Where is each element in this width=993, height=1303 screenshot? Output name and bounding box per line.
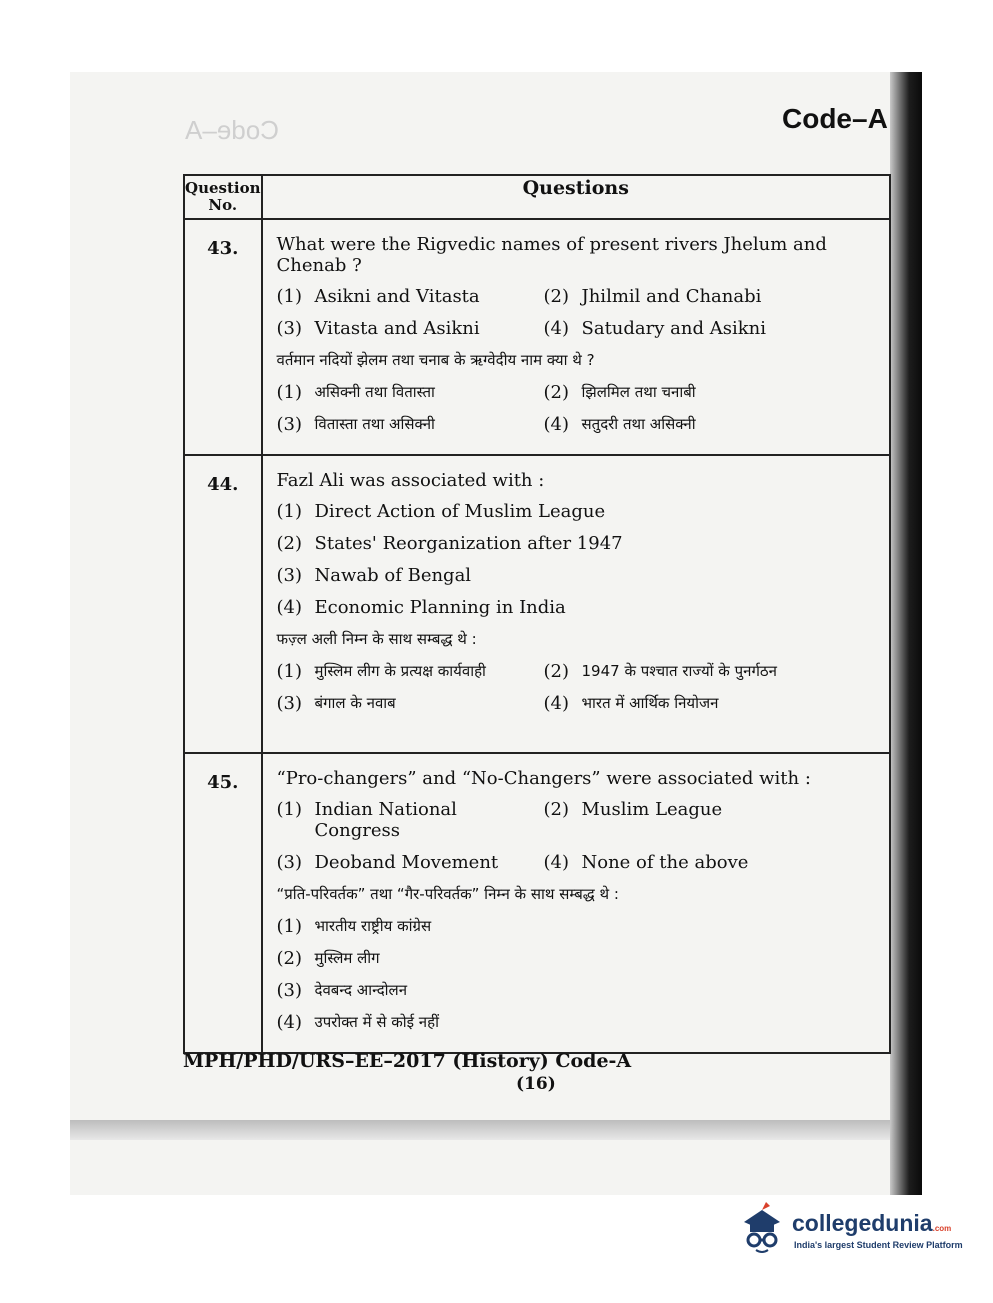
- option-1-hindi: (1) मुस्लिम लीग के प्रत्यक्ष कार्यवाही: [276, 661, 486, 682]
- question-text: What were the Rigvedic names of present rivers Jhelum and Chenab ?: [276, 234, 827, 276]
- question-text-hindi: “प्रति-परिवर्तक” तथा “गैर-परिवर्तक” निम्न के साथ सम्बद्ध थे :: [276, 885, 619, 903]
- option-2-hindi: (2) झिलमिल तथा चनाबी: [543, 382, 696, 403]
- option-2-hindi: (2) मुस्लिम लीग: [276, 948, 380, 969]
- option-4-hindi: (4) उपरोक्त में से कोई नहीं: [276, 1012, 439, 1033]
- option-3-hindi: (3) बंगाल के नवाब: [276, 693, 396, 714]
- option-1-hindi: (1) असिक्नी तथा वितास्ता: [276, 382, 435, 403]
- question-row: [184, 753, 890, 1053]
- question-number: 44.: [184, 455, 262, 753]
- page-number: (16): [516, 1074, 556, 1094]
- option-4: (4) Satudary and Asikni: [543, 318, 766, 339]
- question-text: “Pro-changers” and “No-Changers” were associated with :: [276, 768, 811, 789]
- option-4: (4) None of the above: [543, 852, 749, 873]
- question-row: [184, 219, 890, 455]
- question-number: 43.: [184, 219, 262, 455]
- question-text-hindi: फज़्ल अली निम्न के साथ सम्बद्ध थे :: [276, 630, 477, 648]
- logo-tagline: India's largest Student Review Platform: [794, 1240, 963, 1250]
- option-3-hindi: (3) वितास्ता तथा असिक्नी: [276, 414, 435, 435]
- option-1: (1) Asikni and Vitasta: [276, 286, 480, 307]
- column-header-questions: Questions: [262, 175, 891, 219]
- option-4-hindi: (4) भारत में आर्थिक नियोजन: [543, 693, 719, 714]
- question-body: [262, 753, 891, 1053]
- student-mascot-icon: [736, 1200, 788, 1256]
- option-1-hindi: (1) भारतीय राष्ट्रीय कांग्रेस: [276, 916, 432, 937]
- column-header-question-no: Question No.: [184, 175, 262, 219]
- logo-wordmark: collegedunia.com: [792, 1210, 952, 1236]
- question-body: [262, 455, 891, 753]
- option-3: (3) Vitasta and Asikni: [276, 318, 480, 339]
- option-4-hindi: (4) सतुदरी तथा असिक्नी: [543, 414, 696, 435]
- option-1: (1) Direct Action of Muslim League: [276, 501, 606, 522]
- option-2: (2) Jhilmil and Chanabi: [543, 286, 762, 307]
- question-text: Fazl Ali was associated with :: [276, 470, 545, 491]
- question-number: 45.: [184, 753, 262, 1053]
- option-4: (4) Economic Planning in India: [276, 597, 566, 618]
- bleed-through-code: Code–A: [185, 115, 279, 145]
- page-stack-edge: [70, 1120, 890, 1140]
- option-3: (3) Deoband Movement: [276, 852, 499, 873]
- question-row: [184, 455, 890, 753]
- option-1: (1) Indian National Congress: [276, 799, 457, 841]
- option-3: (3) Nawab of Bengal: [276, 565, 472, 586]
- question-table: [183, 174, 891, 1054]
- question-text-hindi: वर्तमान नदियों झेलम तथा चनाब के ऋग्वेदीय नाम क्या थे ?: [276, 351, 595, 369]
- option-2: (2) States' Reorganization after 1947: [276, 533, 623, 554]
- option-2: (2) Muslim League: [543, 799, 723, 820]
- paper-code: Code–A: [782, 103, 888, 134]
- option-3-hindi: (3) देवबन्द आन्दोलन: [276, 980, 408, 1001]
- scan-shadow: [890, 72, 922, 1195]
- collegedunia-logo[interactable]: [736, 1200, 966, 1260]
- option-2-hindi: (2) 1947 के पश्चात राज्यों के पुनर्गठन: [543, 661, 777, 682]
- question-body: [262, 219, 891, 455]
- paper-footer-title: MPH/PHD/URS–EE–2017 (History) Code-A: [183, 1050, 632, 1072]
